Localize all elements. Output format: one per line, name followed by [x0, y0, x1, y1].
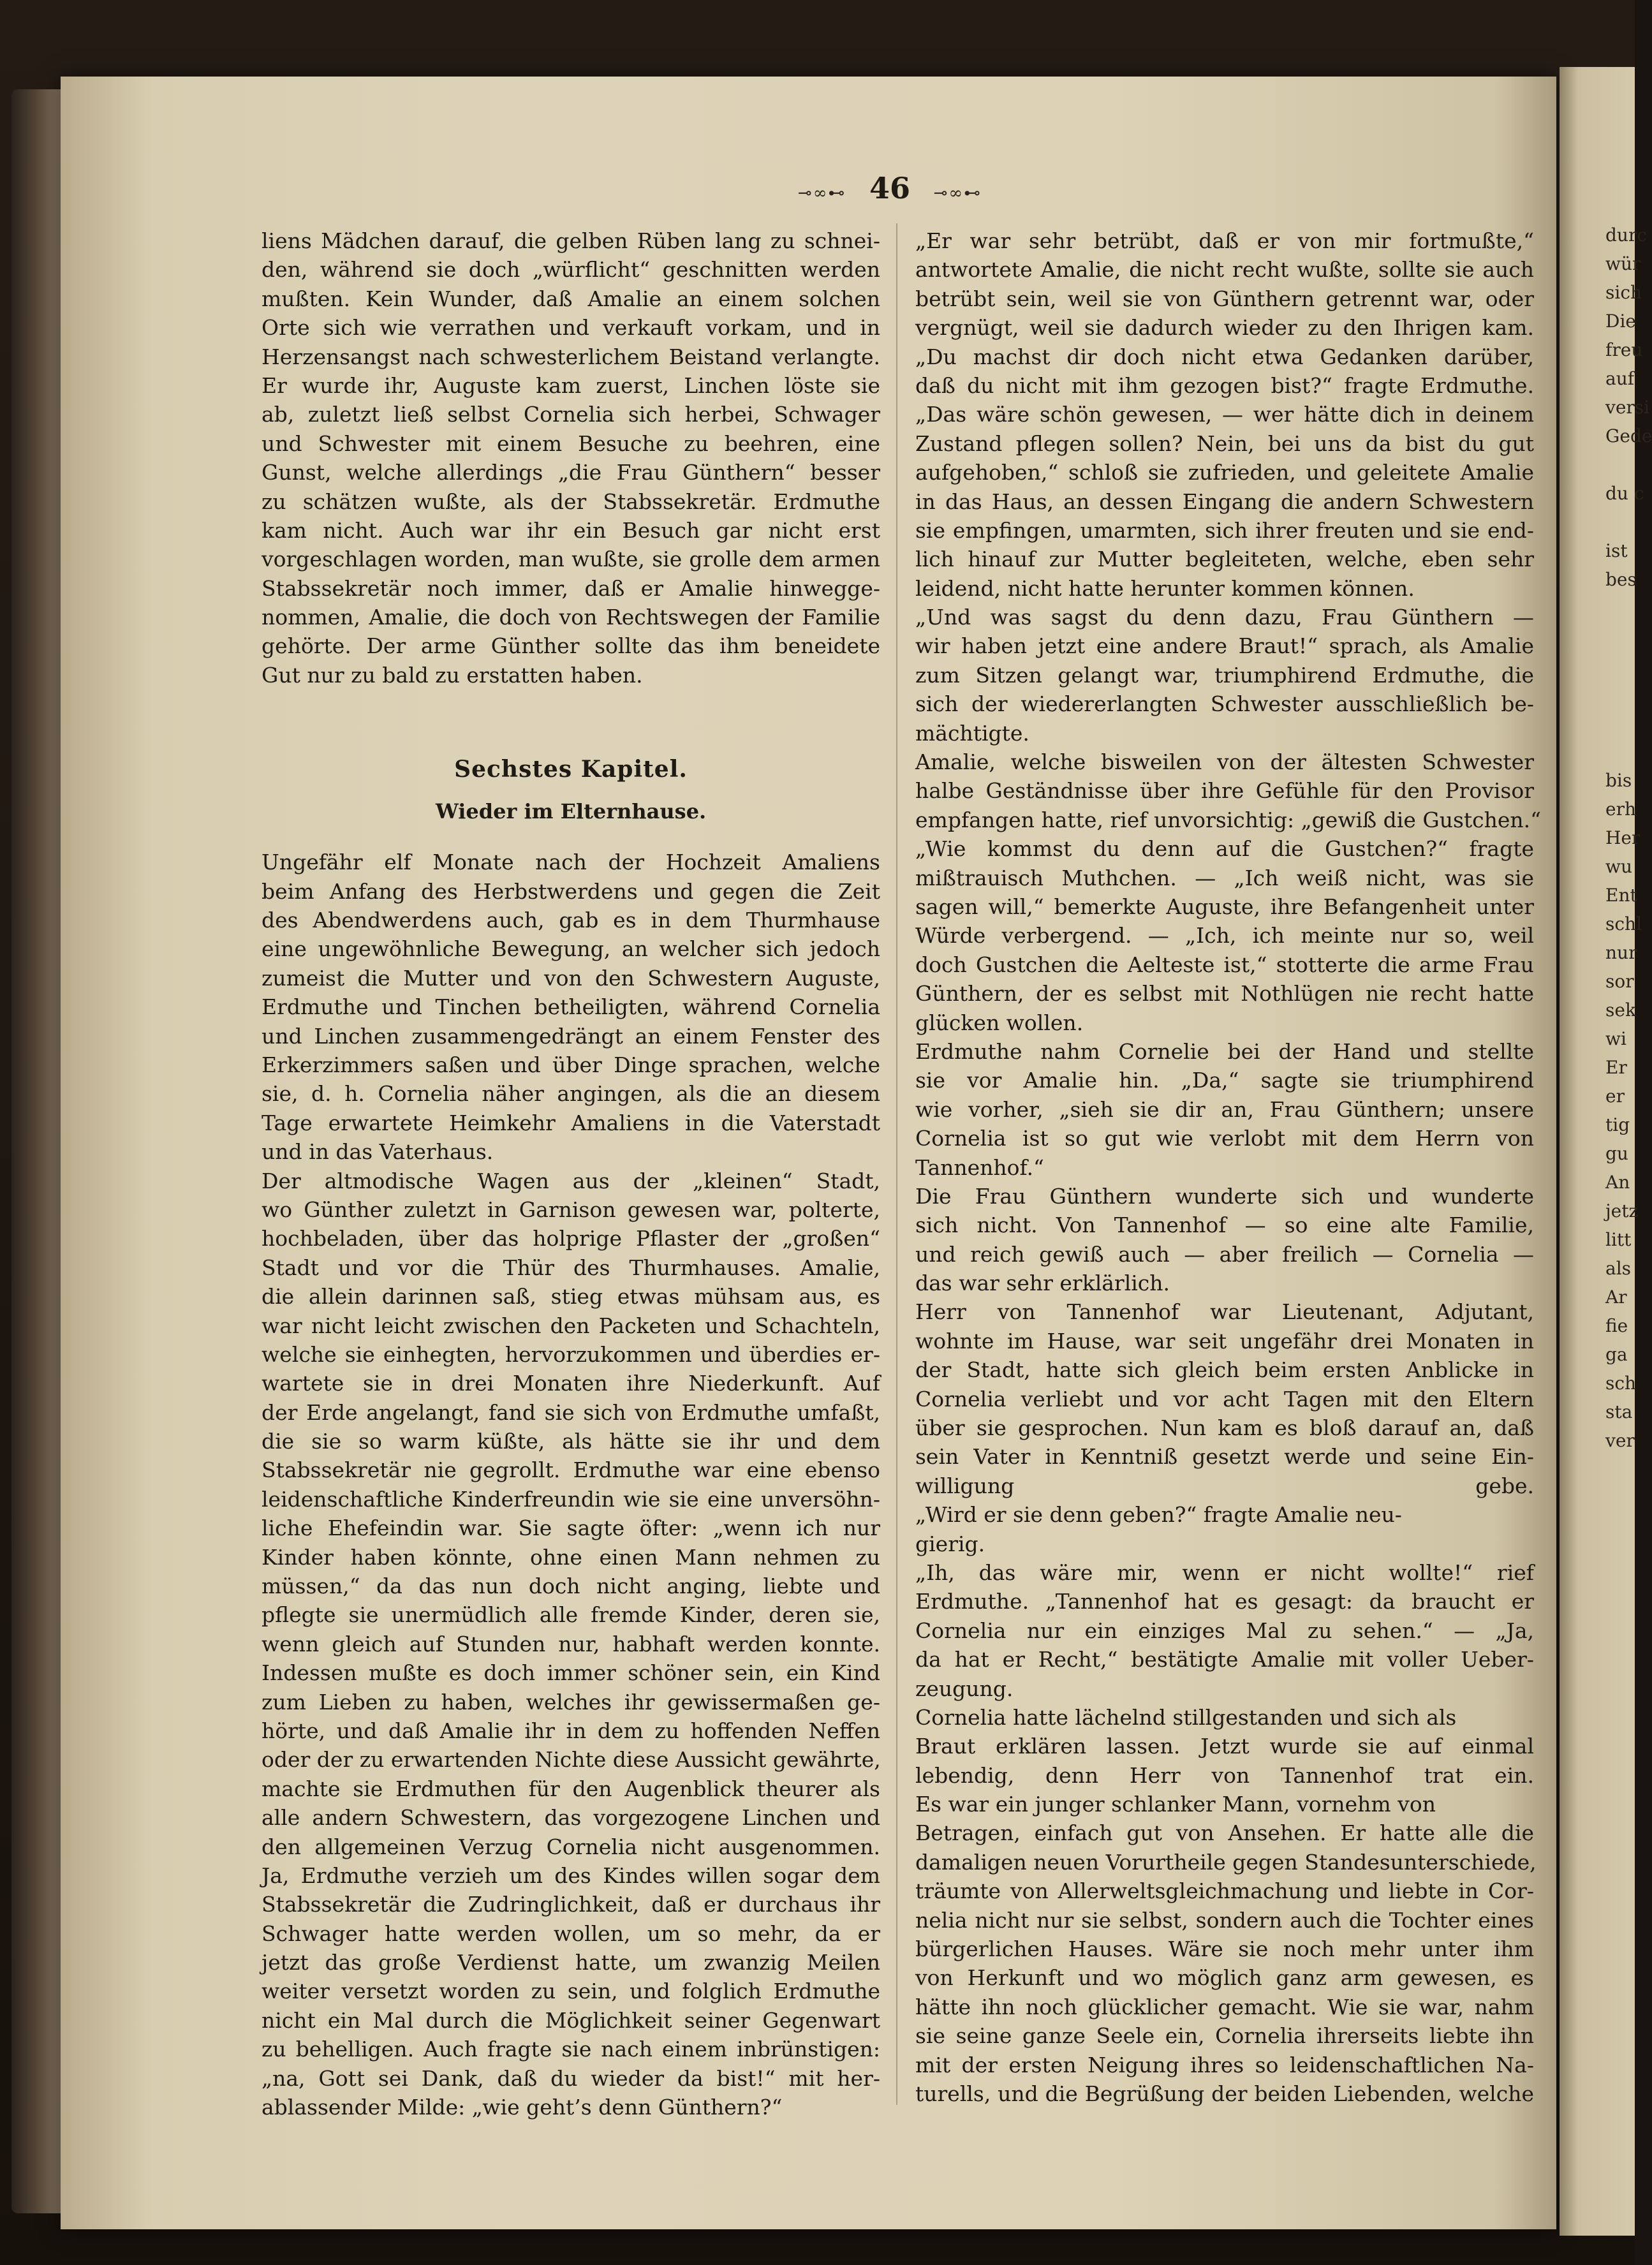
next-page-fragment: sor [1605, 971, 1634, 992]
text-line: Ja, Erdmuthe verzieh um des Kindes willen sogar dem [262, 1863, 880, 1888]
header-ornament-left: ⊸∞⊷ [797, 184, 846, 203]
next-page-fragment: nur [1605, 942, 1637, 963]
left-column-text-top [262, 226, 880, 690]
chapter-title: Sechstes Kapitel. [454, 756, 688, 783]
next-page-fragment: sch [1605, 1373, 1637, 1394]
text-line: weiter versetzt worden zu sein, und folglich Erdmuthe [262, 1979, 880, 2004]
text-line: des Abendwerdens auch, gab es in dem Thurmhause [262, 908, 880, 933]
text-line: sie empfingen, umarmten, sich ihrer freuten und sie end- [915, 517, 1534, 543]
next-page-fragment: Her [1605, 827, 1641, 848]
column-divider [896, 223, 897, 2105]
text-line: Würde verbergend. — „Ich, ich meinte nur so, weil [915, 923, 1534, 948]
text-line: beim Anfang des Herbstwerdens und gegen die Zeit [262, 878, 880, 904]
text-line: „Das wäre schön gewesen, — wer hätte dich in deinem [915, 402, 1534, 427]
text-line: Orte sich wie verrathen und verkauft vorkam, und in [262, 315, 880, 341]
text-line: Cornelia nur ein einziges Mal zu sehen.“ — „Ja, [915, 1618, 1534, 1643]
text-line: die allein darinnen saß, stieg etwas mühsam aus, es [262, 1284, 880, 1310]
next-page-fragment: sich [1605, 282, 1642, 303]
text-line: wohnte im Hause, war seit ungefähr drei Monaten in [915, 1328, 1534, 1354]
next-page-fragment: ver [1605, 1430, 1635, 1451]
text-line: Gunst, welche allerdings „die Frau Günthern“ besser [262, 460, 880, 485]
text-line: Betragen, einfach gut von Ansehen. Er hatte alle die [915, 1820, 1534, 1846]
text-line: zum Lieben zu haben, welches ihr gewissermaßen ge- [262, 1689, 880, 1715]
text-line: Tannenhof.“ [915, 1155, 1044, 1180]
text-line: träumte von Allerweltsgleichmachung und liebte in Cor- [915, 1878, 1534, 1904]
text-line: gierig. [915, 1531, 985, 1556]
text-line: die sie so warm küßte, als hätte sie ihr und dem [262, 1429, 880, 1454]
next-page-fragment: jetz [1605, 1200, 1639, 1221]
text-line: Stadt und vor die Thür des Thurmhauses. Amalie, [262, 1255, 880, 1280]
text-line: da hat er Recht,“ bestätigte Amalie mit voller Ueber- [915, 1647, 1534, 1672]
text-line: Erdmuthe und Tinchen betheiligten, während Cornelia [262, 994, 880, 1020]
text-line: mußten. Kein Wunder, daß Amalie an einem solchen [262, 286, 880, 311]
next-page-fragment: bes [1605, 569, 1637, 590]
text-line: wo Günther zuletzt in Garnison gewesen war, polterte, [262, 1197, 880, 1222]
right-column [915, 226, 1542, 2108]
text-line: wartete sie in drei Monaten ihre Niederkunft. Auf [262, 1371, 880, 1396]
text-line: doch Gustchen die Aelteste ist,“ stotterte die arme Frau [915, 952, 1534, 977]
text-line: Cornelia verliebt und vor acht Tagen mit den Eltern [915, 1386, 1534, 1412]
page-header [785, 171, 995, 205]
next-page-fragment: ga [1605, 1344, 1628, 1365]
text-line: „Du machst dir doch nicht etwa Gedanken darüber, [915, 344, 1534, 369]
next-page-fragment: An [1605, 1172, 1630, 1193]
text-line: ablassender Milde: „wie geht’s denn Günthern?“ [262, 2095, 783, 2120]
text-line: hochbeladen, über das holprige Pflaster der „großen“ [262, 1226, 880, 1251]
text-line: sie seine ganze Seele ein, Cornelia ihrerseits liebte ihn [915, 2023, 1534, 2049]
next-page-fragment: sta [1605, 1401, 1633, 1422]
text-line: der Stadt, hatte sich gleich beim ersten Anblicke in [915, 1357, 1534, 1383]
next-page-fragment: fie [1605, 1315, 1628, 1336]
text-line: der Erde angelangt, fand sie sich von Erdmuthe umfaßt, [262, 1399, 880, 1425]
text-line: den allgemeinen Verzug Cornelia nicht ausgenommen. [262, 1834, 880, 1859]
next-page-fragment: wür [1605, 253, 1641, 274]
text-line: liche Ehefeindin war. Sie sagte öfter: „wenn ich nur [262, 1516, 880, 1541]
text-line: Günthern, der es selbst mit Nothlügen nie recht hatte [915, 981, 1534, 1007]
text-line: „Wie kommst du denn auf die Gustchen?“ fragte [915, 836, 1534, 862]
text-line: „Er war sehr betrübt, daß er von mir fortmußte,“ [915, 228, 1534, 253]
text-line: Kinder haben könnte, ohne einen Mann nehmen zu [262, 1544, 880, 1570]
text-line: und Linchen zusammengedrängt an einem Fenster des [262, 1023, 880, 1049]
next-page-fragment: Gede [1605, 425, 1652, 446]
text-line: zumeist die Mutter und von den Schwestern Auguste, [262, 965, 880, 991]
text-line: Ungefähr elf Monate nach der Hochzeit Amaliens [262, 850, 880, 875]
text-line: Zustand pflegen sollen? Nein, bei uns da bist du gut [915, 431, 1534, 456]
text-line: über sie gesprochen. Nun kam es bloß darauf an, daß [915, 1415, 1534, 1441]
text-line: aufgehoben,“ schloß sie zufrieden, und geleitete Amalie [915, 460, 1534, 485]
next-page-fragment: auf [1605, 368, 1635, 389]
header-ornament-right: ⊸∞⊷ [933, 184, 982, 203]
text-line: Der altmodische Wagen aus der „kleinen“ Stadt, [262, 1168, 880, 1193]
next-page-fragment: ist [1605, 540, 1628, 561]
text-line: wenn gleich auf Stunden nur, habhaft werden konnte. [262, 1631, 880, 1656]
text-line: eine ungewöhnliche Bewegung, an welcher sich jedoch [262, 936, 880, 962]
text-line: alle andern Schwestern, das vorgezogene Linchen und [262, 1805, 880, 1831]
text-line: Indessen mußte es doch immer schöner sein, ein Kind [262, 1660, 880, 1686]
text-line: mit der ersten Neigung ihres so leidenschaftlichen Na- [915, 2052, 1534, 2077]
page-number: 46 [869, 171, 910, 205]
text-line: empfangen hatte, rief unvorsichtig: „gewiß die Gustchen.“ [915, 807, 1542, 832]
text-line: hätte ihn noch glücklicher gemacht. Wie sie war, nahm [915, 1994, 1534, 2019]
left-column-text-bottom [262, 848, 880, 2121]
text-line: von Herkunft und wo möglich ganz arm gewesen, es [915, 1965, 1534, 1991]
text-line: Es war ein junger schlanker Mann, vornehm von [915, 1792, 1436, 1817]
next-page-fragment: er [1605, 1086, 1625, 1107]
text-line: lebendig, denn Herr von Tannenhof trat ein. [915, 1762, 1534, 1788]
next-page-fragment: litt [1605, 1229, 1632, 1250]
text-line: „Und was sagst du denn dazu, Frau Günthern — [915, 605, 1534, 630]
left-column [262, 226, 880, 2121]
next-page-fragment: als [1605, 1258, 1632, 1279]
text-line: liens Mädchen darauf, die gelben Rüben lang zu schnei- [262, 228, 880, 253]
text-line: oder der zu erwartenden Nichte diese Aussicht gewährte, [262, 1747, 881, 1773]
next-page-fragment: du c [1605, 483, 1644, 504]
text-line: Herr von Tannenhof war Lieutenant, Adjutant, [915, 1299, 1534, 1325]
next-page-fragment: wi [1605, 1028, 1626, 1049]
text-line: damaligen neuen Vorurtheile gegen Standesunterschiede, [915, 1849, 1537, 1875]
text-line: Schwager hatte werden wollen, um so mehr, da er [262, 1921, 880, 1946]
text-line: betrübt sein, weil sie von Günthern getrennt war, oder [915, 286, 1534, 311]
text-line: lich hinauf zur Mutter begleiteten, welche, eben sehr [915, 547, 1534, 572]
text-line: gehörte. Der arme Günther sollte das ihm beneidete [262, 633, 880, 659]
text-line: war nicht leicht zwischen den Packeten und Schachteln, [262, 1313, 880, 1338]
text-line: glücken wollen. [915, 1010, 1084, 1035]
next-page-fragment: durc [1605, 225, 1648, 246]
text-line: zu schätzen wußte, als der Stabssekretär. Erdmuthe [262, 489, 880, 514]
text-line: „na, Gott sei Dank, daß du wieder da bist!“ mit her- [262, 2065, 880, 2091]
next-page-fragment: Er [1605, 1057, 1627, 1078]
text-line: zeugung. [915, 1676, 1014, 1701]
next-page-fragment: gu [1605, 1143, 1628, 1164]
text-line: sein Vater in Kenntniß gesetzt werde und seine Ein- [915, 1444, 1534, 1470]
text-line: leidend, nicht hatte herunter kommen können. [915, 575, 1415, 601]
text-line: müssen,“ da das nun doch nicht anging, liebte und [262, 1574, 880, 1599]
text-line: pflegte sie unermüdlich alle fremde Kinder, deren sie, [262, 1602, 880, 1628]
next-page-fragment: Ar [1605, 1287, 1627, 1308]
next-page-fragment: sek [1605, 1000, 1636, 1021]
text-line: in das Haus, an dessen Eingang die andern Schwestern [915, 489, 1534, 514]
next-page-fragment: bis [1605, 770, 1632, 791]
next-page-strip [1560, 67, 1652, 2236]
text-line: Stabssekretär nie gegrollt. Erdmuthe war eine ebenso [262, 1457, 880, 1483]
text-line: Herzensangst nach schwesterlichem Beistand verlangte. [262, 344, 880, 369]
right-column-text [915, 226, 1542, 2108]
text-line: sie vor Amalie hin. „Da,“ sagte sie triumphirend [915, 1068, 1534, 1093]
text-line: Erdmuthe nahm Cornelie bei der Hand und stellte [915, 1038, 1534, 1064]
text-line: Er wurde ihr, Auguste kam zuerst, Linchen löste sie [262, 373, 880, 398]
text-line: kam nicht. Auch war ihr ein Besuch gar nicht erst [262, 517, 880, 543]
next-page-fragment: schl [1605, 913, 1642, 934]
text-line: daß du nicht mit ihm gezogen bist?“ fragte Erdmuthe. [915, 373, 1534, 398]
text-line: Cornelia ist so gut wie verlobt mit dem Herrn von [915, 1126, 1534, 1151]
text-line: „Ih, das wäre mir, wenn er nicht wollte!“ rief [915, 1560, 1534, 1585]
text-line: zu behelligen. Auch fragte sie nach einem inbrünstigen: [262, 2037, 880, 2062]
next-page-fragment: Ent [1605, 885, 1637, 906]
text-line: jetzt das große Verdienst hatte, um zwanzig Meilen [262, 1950, 880, 1975]
text-line: turells, und die Begrüßung der beiden Liebenden, welche [915, 2081, 1534, 2106]
text-line: und Schwester mit einem Besuche zu beehren, eine [262, 431, 880, 456]
text-line: nicht ein Mal durch die Möglichkeit seiner Gegenwart [262, 2007, 880, 2033]
text-line: den, während sie doch „würflicht“ geschnitten werden [262, 257, 880, 283]
text-line: zum Sitzen gelangt war, triumphirend Erdmuthe, die [915, 662, 1534, 688]
text-line: machte sie Erdmuthen für den Augenblick theurer als [262, 1776, 880, 1801]
text-line: vergnügt, weil sie dadurch wieder zu den Ihrigen kam. [915, 315, 1534, 341]
text-line: antwortete Amalie, die nicht recht wußte, sollte sie auch [915, 257, 1534, 283]
text-line: halbe Geständnisse über ihre Gefühle für den Provisor [915, 778, 1534, 804]
text-line: Stabssekretär noch immer, daß er Amalie hinwegge- [262, 575, 880, 601]
text-line: Braut erklären lassen. Jetzt wurde sie auf einmal [915, 1734, 1534, 1759]
text-line: bürgerlichen Hauses. Wäre sie noch mehr unter ihm [915, 1937, 1534, 1962]
text-line: Die Frau Günthern wunderte sich und wunderte [915, 1183, 1534, 1209]
next-page-fragment: Die [1605, 311, 1636, 332]
text-line: mächtigte. [915, 720, 1029, 746]
text-line: ab, zuletzt ließ selbst Cornelia sich herbei, Schwager [262, 402, 880, 427]
text-line: Amalie, welche bisweilen von der ältesten Schwester [915, 749, 1534, 775]
text-line: Cornelia hatte lächelnd stillgestanden und sich als [915, 1704, 1457, 1730]
text-line: sich nicht. Von Tannenhof — so eine alte Familie, [915, 1213, 1534, 1238]
text-line: wir haben jetzt eine andere Braut!“ sprach, als Amalie [915, 633, 1534, 659]
next-page-fragment: versi [1605, 397, 1650, 418]
text-line: nommen, Amalie, die doch von Rechtswegen der Familie [262, 605, 880, 630]
text-line: „Wird er sie denn geben?“ fragte Amalie neu- [915, 1502, 1402, 1528]
text-line: Erkerzimmers saßen und über Dinge sprachen, welche [262, 1052, 880, 1077]
text-line: Stabssekretär die Zudringlichkeit, daß er durchaus ihr [262, 1892, 880, 1917]
text-line: welche sie einhegten, hervorzukommen und überdies er- [262, 1341, 880, 1367]
text-line: Gut nur zu bald zu erstatten haben. [262, 662, 643, 688]
text-line: das war sehr erklärlich. [915, 1271, 1170, 1296]
text-line: leidenschaftliche Kinderfreundin wie sie eine unversöhn- [262, 1486, 880, 1512]
text-line: willigung gebe. [915, 1473, 1534, 1498]
text-line: Tage erwartete Heimkehr Amaliens in die Vaterstadt [262, 1110, 880, 1135]
next-page-fragment: freu [1605, 339, 1643, 360]
text-line: mißtrauisch Muthchen. — „Ich weiß nicht, was sie [915, 865, 1534, 890]
text-line: wie vorher, „sieh sie dir an, Frau Günthern; unsere [915, 1096, 1534, 1122]
text-line: Erdmuthe. „Tannenhof hat es gesagt: da braucht er [915, 1589, 1534, 1614]
next-page-fragment: wu [1605, 856, 1632, 877]
chapter-subtitle: Wieder im Elternhause. [435, 799, 707, 824]
next-page-fragment: tig [1605, 1114, 1630, 1135]
text-line: und reich gewiß auch — aber freilich — Cornelia — [915, 1241, 1534, 1267]
text-line: sich der wiedererlangten Schwester ausschließlich be- [915, 691, 1534, 717]
text-line: sie, d. h. Cornelia näher angingen, als die an diesem [262, 1081, 880, 1107]
text-line: hörte, und daß Amalie ihr in dem zu hoffenden Neffen [262, 1718, 880, 1743]
text-line: vorgeschlagen worden, man wußte, sie grolle dem armen [262, 547, 880, 572]
text-line: nelia nicht nur sie selbst, sondern auch die Tochter eines [915, 1907, 1534, 1933]
text-line: sagen will,“ bemerkte Auguste, ihre Befangenheit unter [915, 894, 1534, 919]
text-line: und in das Vaterhaus. [262, 1139, 494, 1165]
next-page-fragment: erh [1605, 799, 1636, 820]
